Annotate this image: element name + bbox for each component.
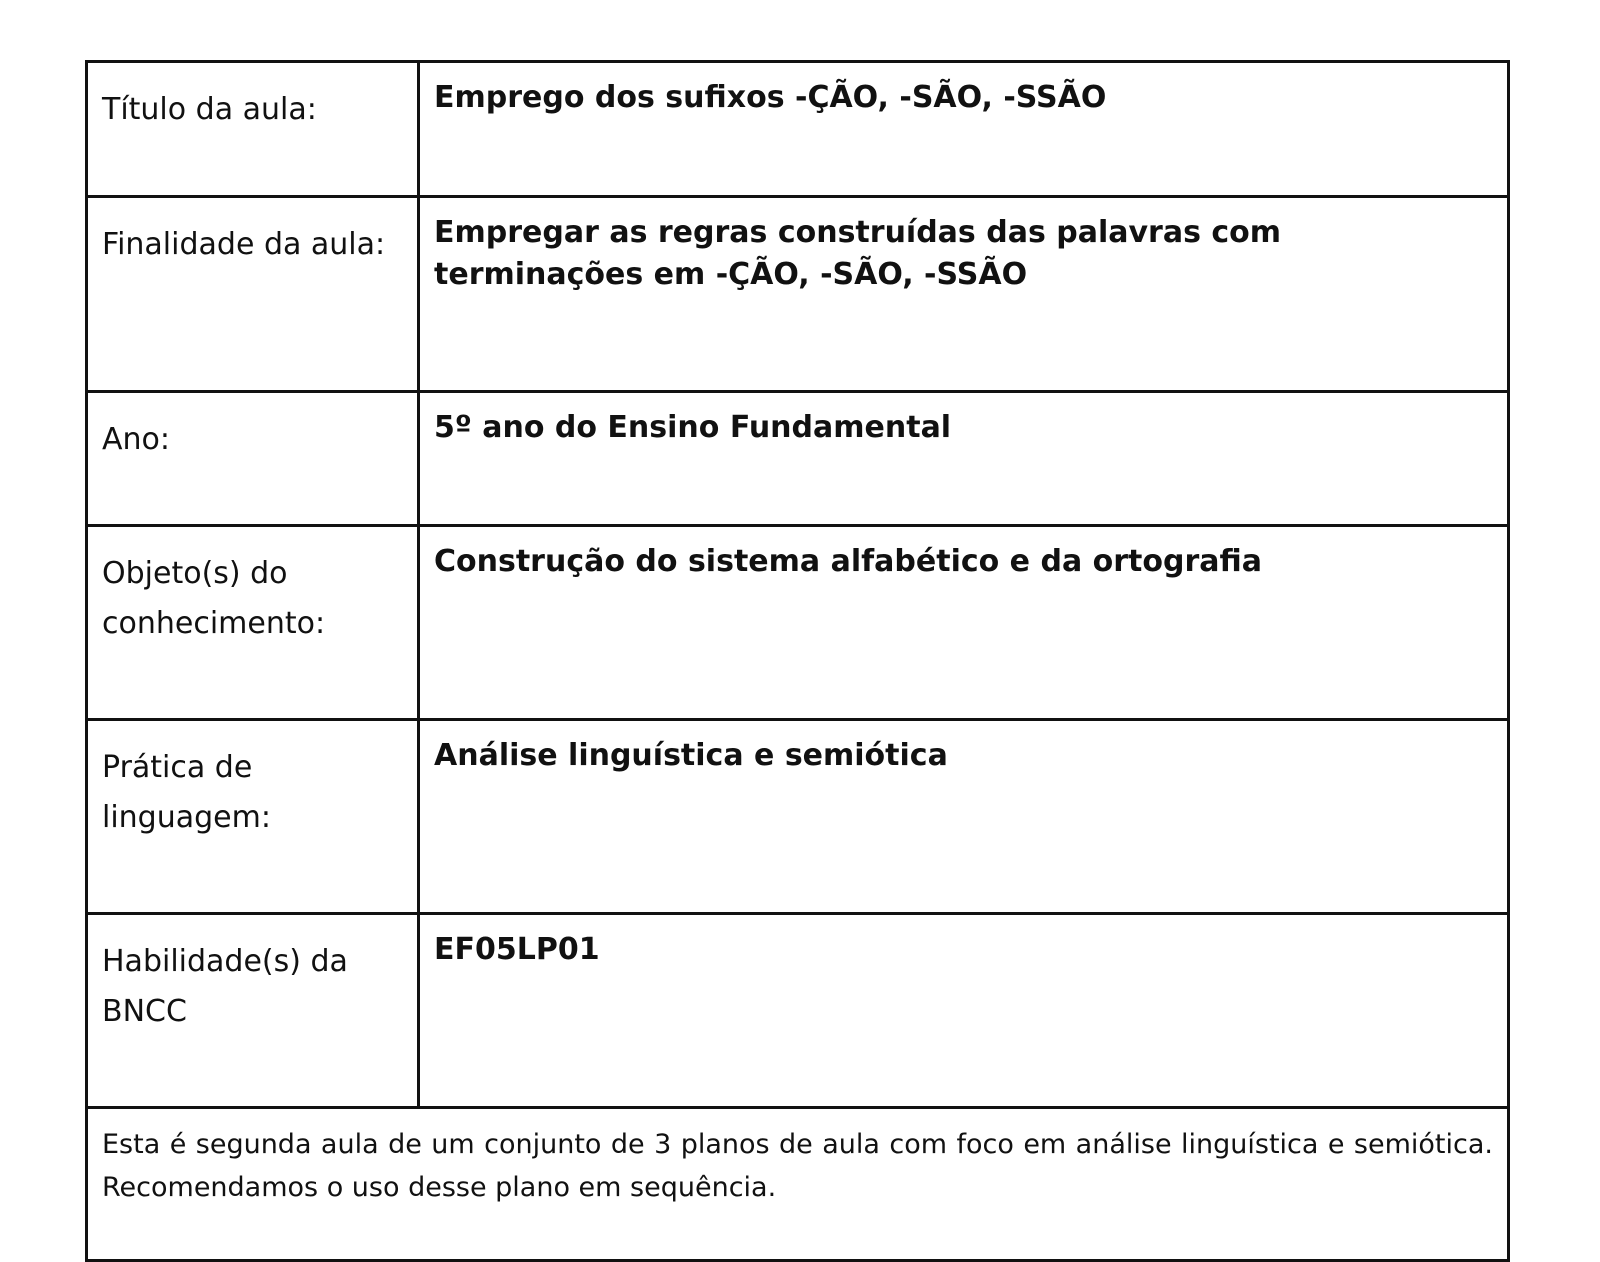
row-value: Empregar as regras construídas das palavras com terminações em -ÇÃO, -SÃO, -SSÃO <box>419 197 1509 392</box>
table-row <box>87 392 1509 526</box>
row-value: Emprego dos sufixos -ÇÃO, -SÃO, -SSÃO <box>419 62 1509 197</box>
table-row <box>87 720 1509 914</box>
note-text: Esta é segunda aula de um conjunto de 3 planos de aula com foco em análise linguística e semiótica. Recomendamos o uso desse plano em sequência. <box>87 1108 1509 1261</box>
table-row <box>87 197 1509 392</box>
row-label: Objeto(s) do conhecimento: <box>87 526 419 720</box>
row-label: Título da aula: <box>87 62 419 197</box>
table-row <box>87 62 1509 197</box>
table-row <box>87 526 1509 720</box>
row-value: EF05LP01 <box>419 914 1509 1108</box>
row-value: Construção do sistema alfabético e da ortografia <box>419 526 1509 720</box>
row-label: Habilidade(s) da BNCC <box>87 914 419 1108</box>
row-label: Ano: <box>87 392 419 526</box>
row-value: 5º ano do Ensino Fundamental <box>419 392 1509 526</box>
table-row <box>87 914 1509 1108</box>
table-row-note <box>87 1108 1509 1261</box>
lesson-plan-table <box>85 60 1510 1262</box>
row-label: Prática de linguagem: <box>87 720 419 914</box>
row-value: Análise linguística e semiótica <box>419 720 1509 914</box>
row-label: Finalidade da aula: <box>87 197 419 392</box>
